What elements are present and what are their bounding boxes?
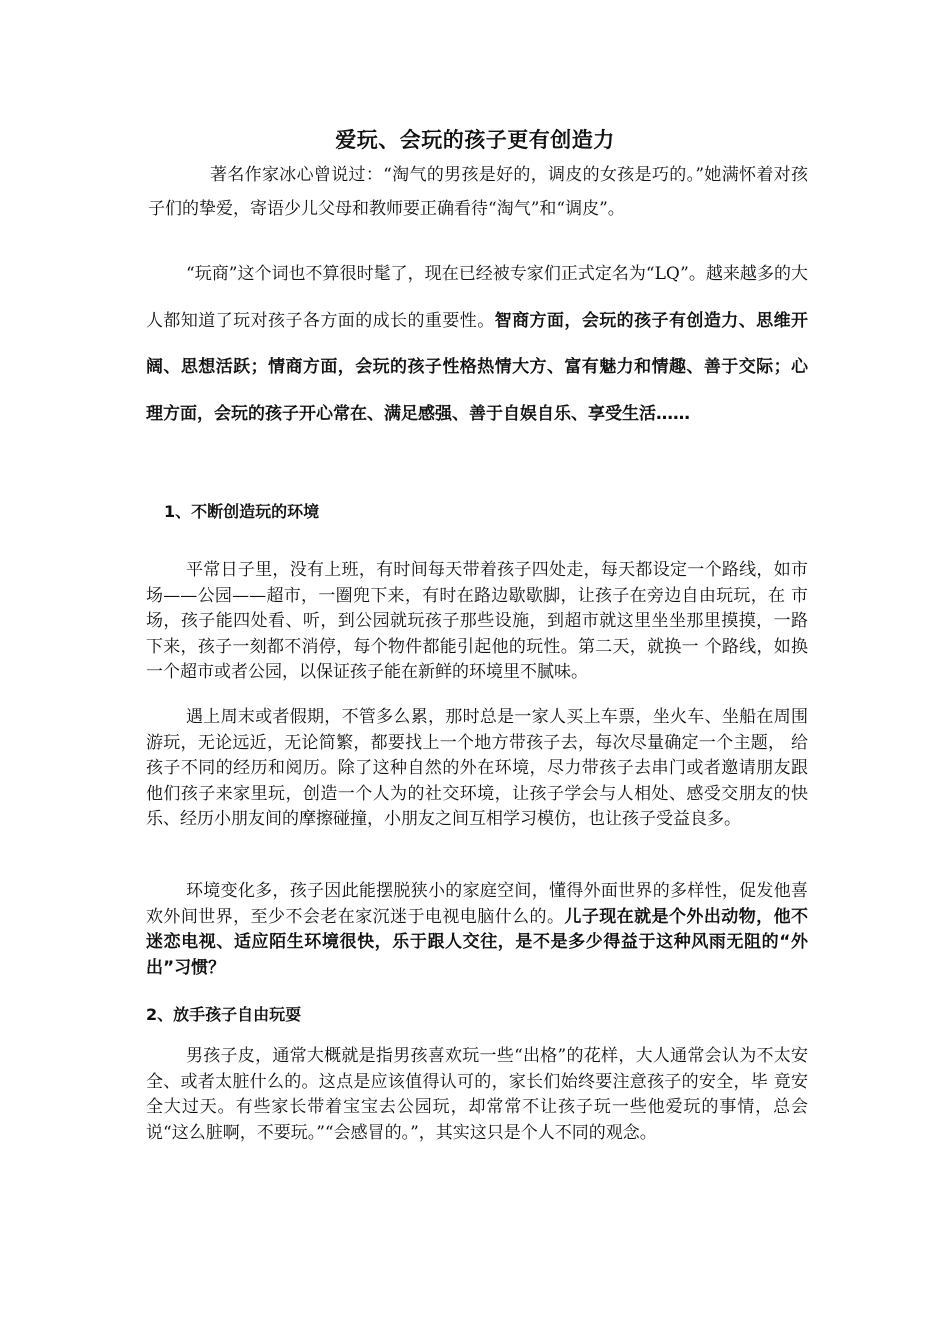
section-1-paragraph-3-bold-text: 儿子现在就是个外出动物，他不迷恋电视、适应陌生环境很快，乐于跟人交往，是不是多少得益于这种风雨无阻的“外出”习惯？ bbox=[146, 906, 809, 978]
section-2-heading: 2、放手孩子自由玩耍 bbox=[146, 1005, 302, 1024]
lq-paragraph-normal-text: “玩商”这个词也不算很时髦了，现在已经被专家们正式定名为“LQ”。越来越多的大人都知道了玩对孩子各方面的成长的重要性。 bbox=[146, 264, 808, 331]
lq-paragraph bbox=[146, 251, 808, 437]
section-1-paragraph-2: 遇上周末或者假期，不管多么累，那时总是一家人买上车票，坐火车、坐船在周围游玩，无论远近，无论简繁，都要找上一个地方带孩子去，每次尽量确定一个主题， 给孩子不同的经历和阅历。除了这种自然的外在环境，尽力带孩子去串门或者邀请朋友跟他们孩子来家里玩，创造一个人为的社交环境，让孩子学会与人相处、感受交朋友的快乐、经历小朋友间的摩擦碰撞，小朋友之间互相学习模仿，也让孩子受益良多。 bbox=[146, 707, 808, 829]
document-title: 爱玩、会玩的孩子更有创造力 bbox=[335, 128, 615, 152]
section-1-paragraph-3 bbox=[146, 879, 808, 981]
section-1-paragraph-3-normal-text: 环境变化多，孩子因此能摆脱狭小的家庭空间，懂得外面世界的多样性，促发他喜欢外间世界，至少不会老在家沉迷于电视电脑什么的。 bbox=[146, 881, 808, 927]
section-2-paragraph-1: 男孩子皮，通常大概就是指男孩喜欢玩一些“出格”的花样，大人通常会认为不太安全、或者太脏什么的。这点是应该值得认可的，家长们始终要注意孩子的安全，毕 竟安全大过天。有些家长带着宝宝去公园玩，却常常不让孩子玩一些他爱玩的事情，总会说“这么脏啊，不要玩。”“会感冒的。”，其实这只是个人不同的观念。 bbox=[146, 1046, 808, 1143]
lq-paragraph-bold-text: 智商方面，会玩的孩子有创造力、思维开阔、思想活跃；情商方面，会玩的孩子性格热情大方、富有魅力和情趣、善于交际；心理方面，会玩的孩子开心常在、满足感强、善于自娱自乐、享受生活…… bbox=[146, 310, 809, 424]
section-1-heading: 1、不断创造玩的环境 bbox=[164, 502, 320, 521]
intro-paragraph: 著名作家冰心曾说过：“淘气的男孩是好的，调皮的女孩是巧的。”她满怀着对孩子们的挚爱，寄语少儿父母和教师要正确看待“淘气”和“调皮”。 bbox=[148, 165, 808, 219]
section-1-paragraph-1: 平常日子里，没有上班，有时间每天带着孩子四处走，每天都设定一个路线，如市场——公园——超市，一圈兜下来，有时在路边歇歇脚，让孩子在旁边自由玩玩，在 市场，孩子能四处看、听，到公园就玩孩子那些设施，到超市就这里坐坐那里摸摸，一路下来，孩子一刻都不消停，每个物件都能引起他的玩性。第二天，就换一 个路线，如换一个超市或者公园，以保证孩子能在新鲜的环境里不腻味。 bbox=[146, 560, 808, 682]
